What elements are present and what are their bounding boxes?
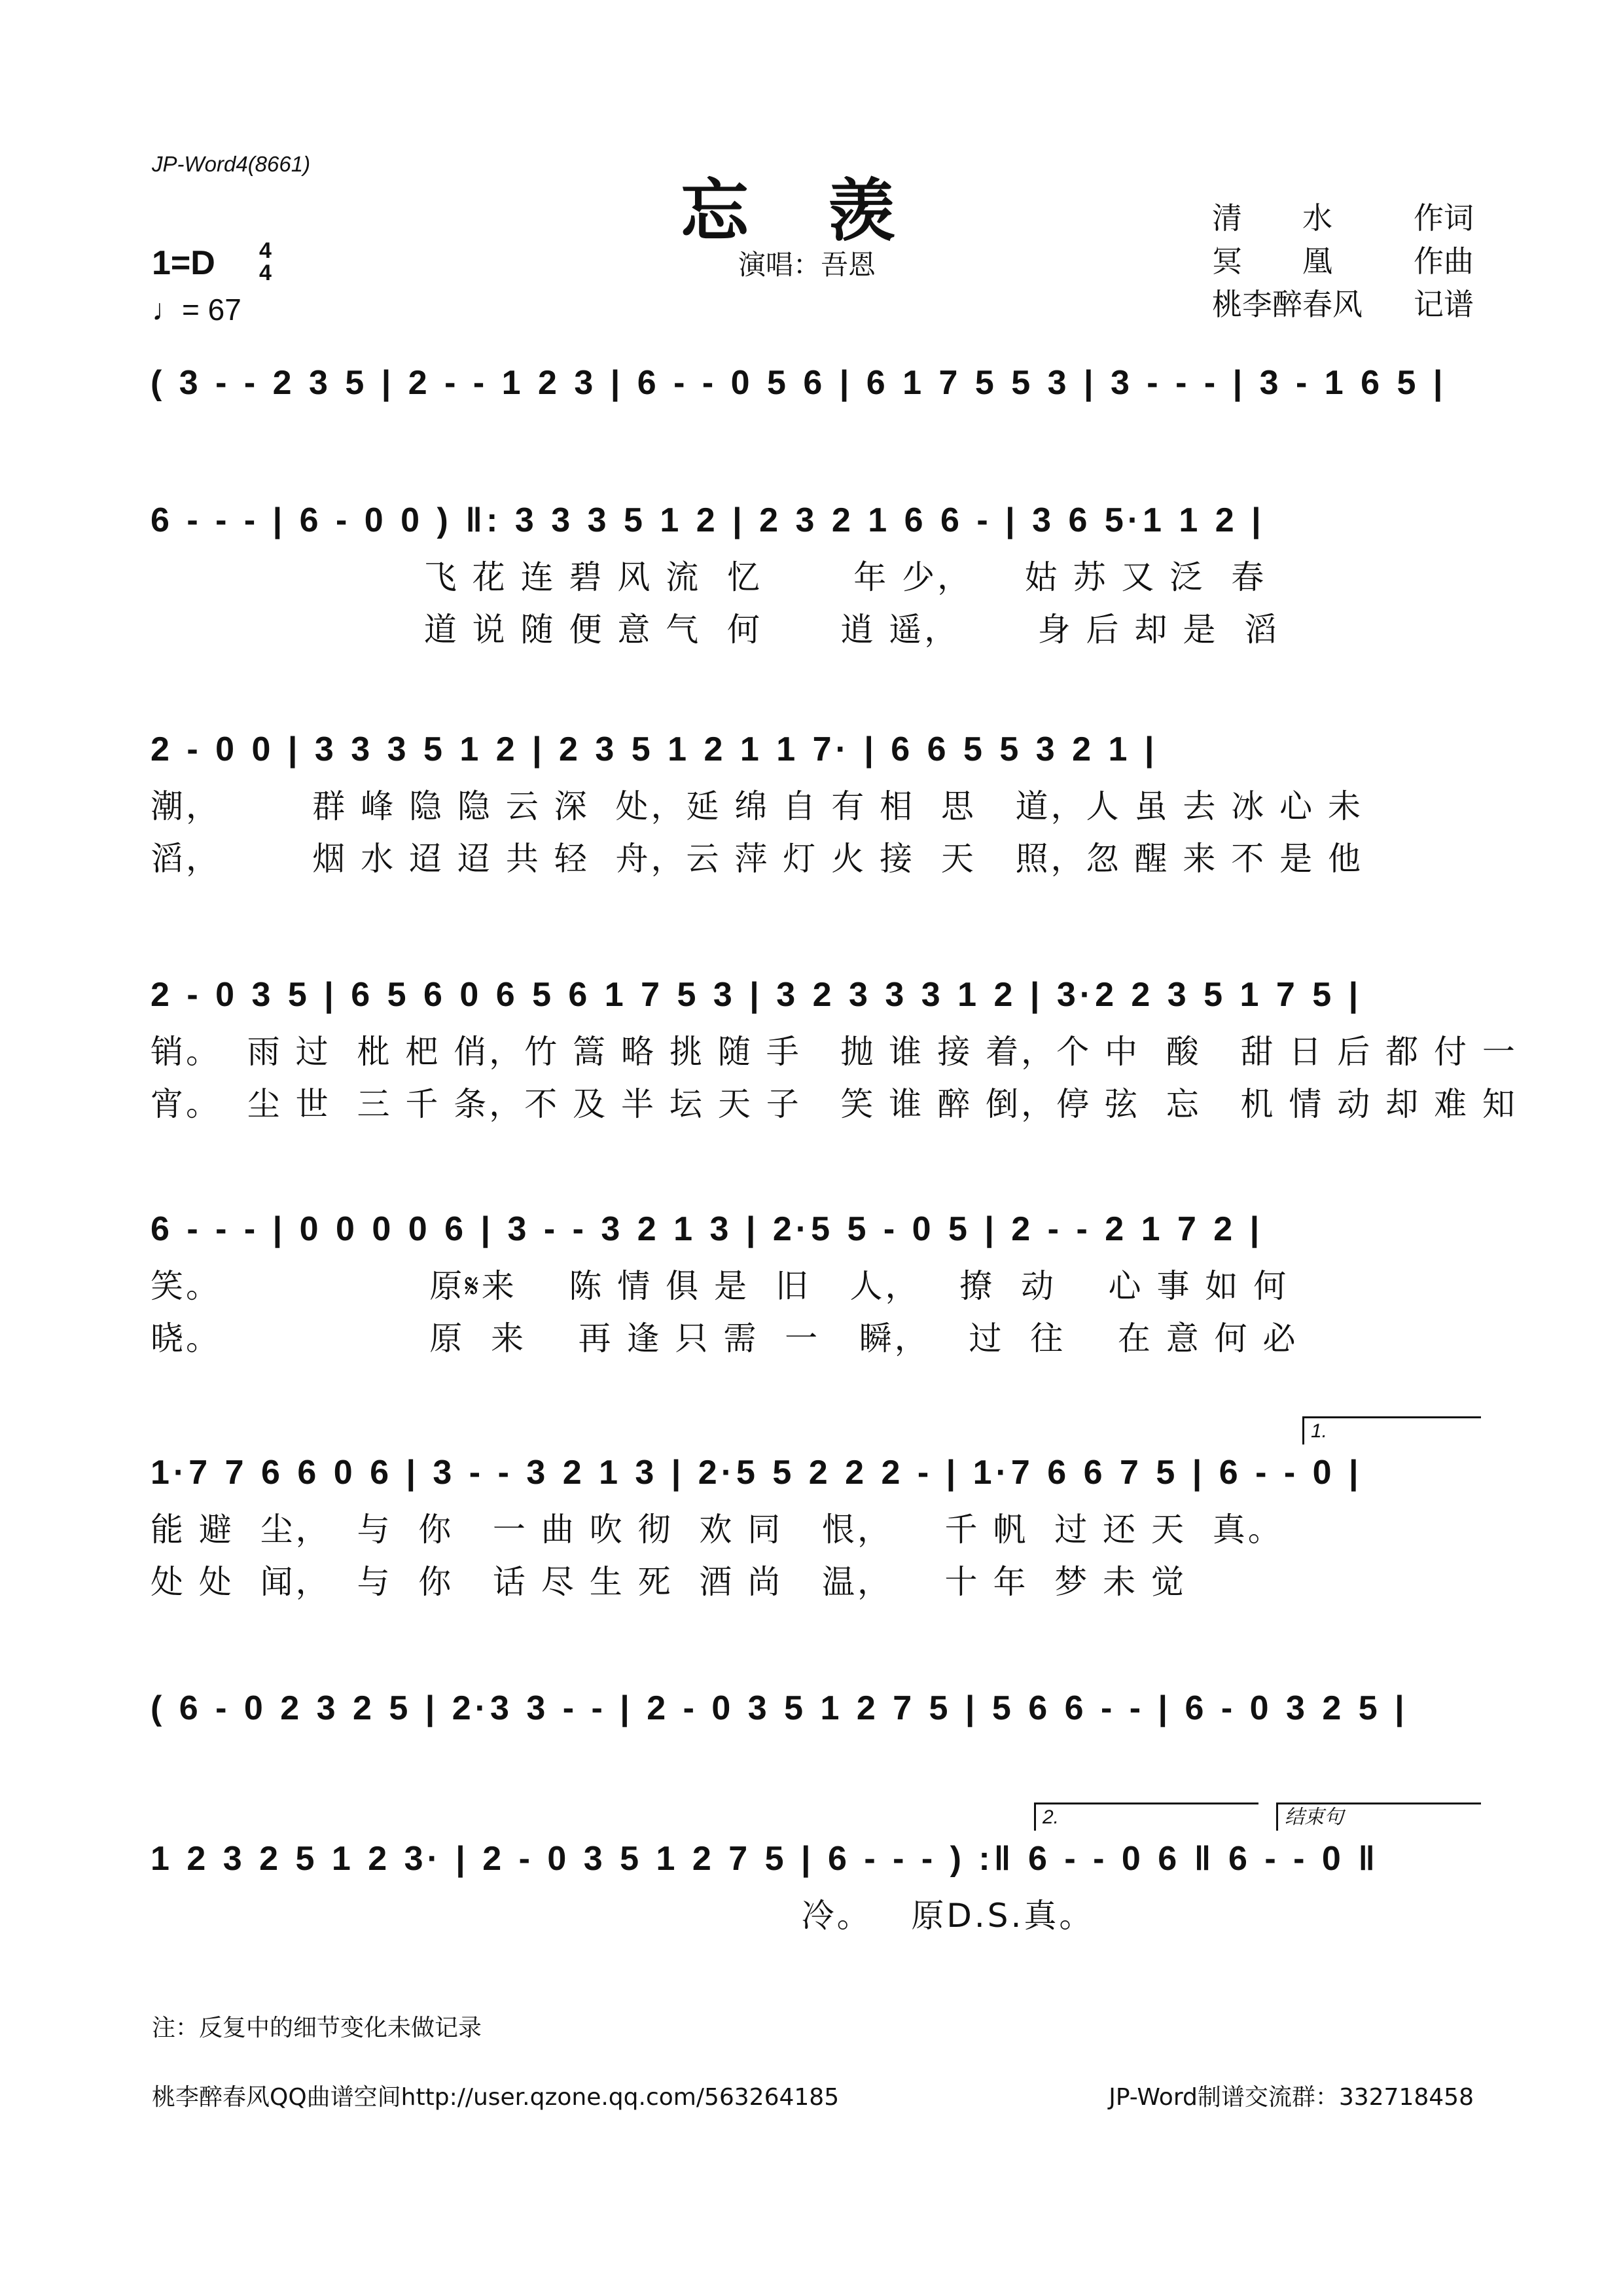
meter-bottom: 4 [259,260,272,285]
credit-lyricist [1212,196,1474,240]
notes-line: 6 - - - | 6 - 0 0 ) ‖: 3 3 3 5 1 2 | 2 3 2 1 6 6 - | 3 6 5·1 1 2 | [151,501,1265,539]
footnote: 注：反复中的细节变化未做记录 [152,2015,482,2041]
credit-composer [1212,240,1474,283]
notes-line: 2 - 0 0 | 3 3 3 5 1 2 | 2 3 5 1 2 1 1 7· | 6 6 5 5 3 2 1 | [151,730,1158,768]
notes-line: ( 3 - - 2 3 5 | 2 - - 1 2 3 | 6 - - 0 5 6 | 6 1 7 5 5 3 | 3 - - - | 3 - 1 6 5 | [151,364,1447,402]
singer-line: 演唱：吾恩 [738,249,876,281]
key-signature: 1=D [152,244,215,282]
coda-ending: 结束句 [1276,1803,1481,1831]
tempo-marking: ♩= 67 [152,293,241,327]
second-ending: 2. [1034,1803,1258,1831]
first-ending: 1. [1302,1416,1481,1444]
lyric-verse-1: 冷。 原D.S.真。 [151,1897,1095,1935]
credit-transcriber [1212,283,1474,326]
footer-source: 桃李醉春风QQ曲谱空间http://user.qzone.qq.com/563264185 [152,2084,840,2111]
credit-role: 作词 [1414,200,1474,236]
credit-name: 清 水 [1212,200,1332,236]
notes-line: 6 - - - | 0 0 0 0 6 | 3 - - 3 2 1 3 | 2·5 5 - 0 5 | 2 - - 2 1 7 2 | [151,1210,1264,1248]
software-version: JP-Word4(8661) [152,152,311,176]
lyric-verse-1: 飞 花 连 碧 风 流 忆 年 少， 姑 苏 又 泛 春 [151,558,1267,596]
lyric-verse-2: 晓。 原 来 再 逢 只 需 一 瞬， 过 往 在 意 何 必 [151,1319,1298,1357]
time-signature [259,240,272,284]
lyric-verse-1: 销。 雨 过 枇 杷 俏，竹 篙 略 挑 随 手 抛 谁 接 着，个 中 酸 甜 日 后 都 付 一 [151,1033,1518,1071]
meter-top: 4 [259,238,272,263]
notes-line: 1·7 7 6 6 0 6 | 3 - - 3 2 1 3 | 2·5 5 2 2 2 - | 1·7 6 6 7 5 | 6 - - 0 | [151,1454,1363,1492]
footer-group: JP-Word制谱交流群：332718458 [1109,2084,1474,2111]
credit-name: 桃李醉春风 [1212,287,1363,322]
lyric-verse-2: 滔， 烟 水 迢 迢 共 轻 舟，云 萍 灯 火 接 天 照，忽 醒 来 不 是 他 [151,840,1364,878]
credit-name: 冥 凰 [1212,243,1332,279]
lyric-verse-2: 道 说 随 便 意 气 何 逍 遥， 身 后 却 是 滔 [151,611,1280,649]
lyric-verse-1: 笑。 原𝄋来 陈 情 俱 是 旧 人， 撩 动 心 事 如 何 [151,1267,1289,1305]
lyric-verse-2: 宵。 尘 世 三 千 条，不 及 半 坛 天 子 笑 谁 醉 倒，停 弦 忘 机 情 动 却 难 知 [151,1085,1518,1123]
credits-block [1212,196,1474,326]
song-title: 忘羡 [681,170,974,251]
lyric-verse-1: 能 避 尘， 与 你 一 曲 吹 彻 欢 同 恨， 千 帆 过 还 天 真。 [151,1511,1283,1549]
lyric-verse-2: 处 处 闻， 与 你 话 尽 生 死 酒 尚 温， 十 年 梦 未 觉 [151,1563,1187,1601]
notes-line: 1 2 3 2 5 1 2 3· | 2 - 0 3 5 1 2 7 5 | 6 - - - ) :‖ 6 - - 0 6 ‖ 6 - - 0 ‖ [151,1840,1380,1878]
credit-role: 作曲 [1414,243,1474,279]
credit-role: 记谱 [1414,287,1474,322]
notes-line: 2 - 0 3 5 | 6 5 6 0 6 5 6 1 7 5 3 | 3 2 3 3 3 1 2 | 3·2 2 3 5 1 7 5 | [151,976,1363,1014]
notes-line: ( 6 - 0 2 3 2 5 | 2·3 3 - - | 2 - 0 3 5 1 2 7 5 | 5 6 6 - - | 6 - 0 3 2 5 | [151,1689,1408,1727]
lyric-verse-1: 潮， 群 峰 隐 隐 云 深 处，延 绵 自 有 相 思 道，人 虽 去 冰 心 未 [151,787,1364,825]
